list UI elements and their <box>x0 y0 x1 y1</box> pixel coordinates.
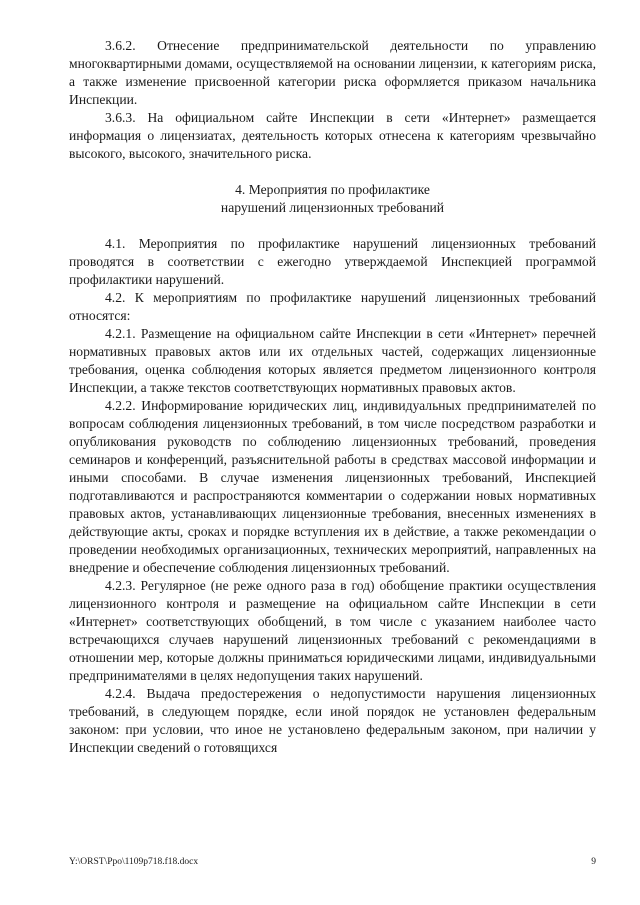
paragraph-4-2-3: 4.2.3. Регулярное (не реже одного раза в год) обобщение практики осуществления лицензионного контроля и размещение на официальном сайте Инспекции в сети «Интернет» соответствующих обобщений, в том числе с указанием наиболее часто встречающихся случаев нарушений лицензионных требований с рекомендациями в отношении мер, которые должны приниматься юридическими лицами, индивидуальными предпринимателями в целях недопущения таких нарушений. <box>69 578 596 683</box>
paragraph-4-2-4: 4.2.4. Выдача предостережения о недопустимости нарушения лицензионных требований, в следующем порядке, если иной порядок не установлен федеральным законом: при условии, что иное не установлено федеральным законом, при наличии у Инспекции сведений о готовящихся <box>69 686 596 755</box>
paragraph-4-2: 4.2. К мероприятиям по профилактике нарушений лицензионных требований относятся: <box>69 290 596 323</box>
section-heading-line-2: нарушений лицензионных требований <box>220 200 445 215</box>
paragraph-4-1: 4.1. Мероприятия по профилактике нарушений лицензионных требований проводятся в соответствии с ежегодно утверждаемой Инспекцией программой профилактики нарушений. <box>69 236 596 287</box>
paragraph-3-6-2: 3.6.2. Отнесение предпринимательской деятельности по управлению многоквартирными домами, осуществляемой на основании лицензии, к категориям риска, а также изменение присвоенной категории риска оформляется приказом начальника Инспекции. <box>69 38 596 107</box>
spacer <box>69 163 596 181</box>
paragraph-4-2-1: 4.2.1. Размещение на официальном сайте Инспекции в сети «Интернет» перечней нормативных правовых актов или их отдельных частей, содержащих лицензионные требования, оценка соблюдения которых является предметом лицензионного контроля Инспекции, а также текстов соответствующих нормативных правовых актов. <box>69 326 596 395</box>
footer-file-path: Y:\ORST\Ppo\1109p718.f18.docx <box>69 857 199 867</box>
page-footer <box>69 856 596 868</box>
spacer <box>69 217 596 235</box>
paragraph-3-6-3: 3.6.3. На официальном сайте Инспекции в сети «Интернет» размещается информация о лицензиатах, деятельность которых отнесена к категориям чрезвычайно высокого, высокого, значительного риска. <box>69 110 596 161</box>
page-number: 9 <box>591 857 596 867</box>
paragraph-4-2-2: 4.2.2. Информирование юридических лиц, индивидуальных предпринимателей по вопросам соблюдения лицензионных требований, в том числе посредством разработки и опубликования руководств по соблюдению лицензионных требований, проведения семинаров и конференций, разъяснительной работы в средствах массовой информации и иными способами. В случае изменения лицензионных требований, Инспекцией подготавливаются и распространяются комментарии о содержании новых нормативных правовых актов, устанавливающих лицензионные требования, внесенных изменениях в действующие акты, сроках и порядке вступления их в действие, а также рекомендации о проведении необходимых организационных, технических мероприятий, направленных на внедрение и обеспечение соблюдения лицензионных требований. <box>69 398 596 575</box>
section-heading-line-1: 4. Мероприятия по профилактике <box>235 182 430 197</box>
document-page <box>69 37 596 757</box>
